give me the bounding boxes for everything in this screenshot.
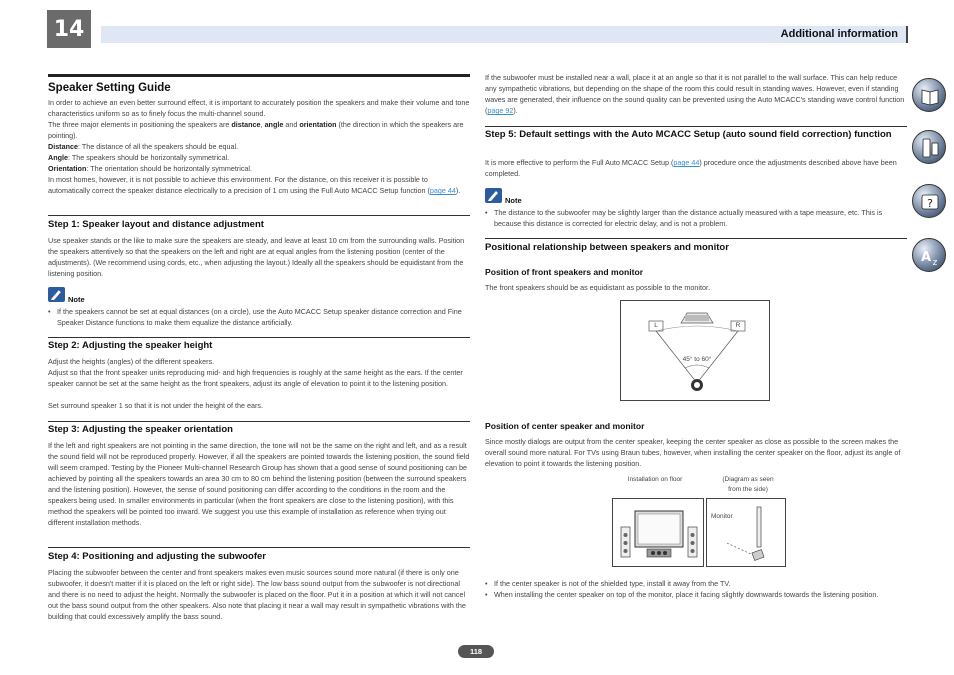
note-label: Note xyxy=(68,295,85,304)
positional-title: Positional relationship between speakers and monitor xyxy=(485,242,729,253)
step2-line1: Adjust the heights (angles) of the different speakers. xyxy=(48,357,215,366)
step5-rule xyxy=(485,126,907,127)
fig2-monitor-label: Monitor xyxy=(711,513,733,520)
svg-text:?: ? xyxy=(927,197,933,210)
step2-line2: Adjust so that the front speaker units reproducing mid- and high frequencies is roughly at the same height as the ears. If the center speaker cannot be set at the same height as the front speakers, adjust its angle of elevation to point it to the listening position. xyxy=(48,368,463,388)
floor-installation-figure xyxy=(612,498,704,567)
intro-paragraph: In order to achieve an even better surround effect, it is important to accurately position the speakers and make their volume and tone characteristics uniform so as to finely focus the multi-channel sound. xyxy=(48,98,470,118)
center-title: Position of center speaker and monitor xyxy=(485,421,645,431)
center-bullet-2: • When installing the center speaker on top of the monitor, place it facing slightly downwards towards the listening position. xyxy=(485,589,899,600)
note-icon-2 xyxy=(485,188,502,203)
subwoofer-wall-paragraph: If the subwoofer must be installed near a wall, place it at an angle so that it is not parallel to the wall surface. This can help reduce any sympathetic vibrations, but depending on the shape of the room this could result in standing waves. However, even if standing waves are generated, their influence on the sound quality can be prevented using the Auto MCACC's standing wave control function (page 92). xyxy=(485,73,905,115)
page-link-92[interactable]: page 92 xyxy=(487,106,514,115)
guide-title: Speaker Setting Guide xyxy=(48,82,171,94)
page-link-44b[interactable]: page 44 xyxy=(673,158,700,167)
fig1-angle-label: 45° to 60° xyxy=(682,356,712,363)
homes-paragraph: In most homes, however, it is not possible to achieve this environment. For the distance, on this receiver it is possible to automatically correct the speaker distance electrically to a precision of 1 cm using the Full Auto MCACC Setup function (page 44). xyxy=(48,175,461,195)
svg-text:A: A xyxy=(920,250,932,265)
page-number: 118 xyxy=(458,645,494,658)
note-label-2: Note xyxy=(505,196,522,205)
step4-title: Step 4: Positioning and adjusting the subwoofer xyxy=(48,551,266,562)
angle-line: Angle: The speakers should be horizontally symmetrical. xyxy=(48,153,230,162)
step5-paragraph: It is more effective to perform the Full Auto MCACC Setup (page 44) procedure once the adjustments described above have been completed. xyxy=(485,158,897,178)
note-icon xyxy=(48,287,65,302)
step3-paragraph: If the left and right speakers are not pointing in the same direction, the tone will not be the same on the right and left, and as a result the sound field will not be reproduced properly. However, if all the speakers are pointed towards the listening position, the sound field will seem cramped. Testing by the Pioneer Multi-channel Research Group has shown that a good sense of sound positioning can be achieved by pointing all the speakers towards an area 30 cm to 80 cm behind the listening position (between the surround speakers and the listening position). However, the sense of sound positioning can differ according to the conditions in the room and the speakers being used. In smaller environments in particular (when the front speakers are close to the listening position), with this method the speakers will be pointed too inward. We suggest you use this example of installation as reference when trying out different installation methods. xyxy=(48,441,470,527)
title-rule xyxy=(48,74,470,77)
chapter-badge xyxy=(47,10,91,48)
section-title: Additional information xyxy=(780,28,898,40)
fig2-side-label-2: from the side) xyxy=(728,486,768,493)
three-elements-paragraph: The three major elements in positioning the speakers are distance, angle and orientation (the direction in which the speakers are pointing). xyxy=(48,120,464,140)
side-nav-manual-icon[interactable] xyxy=(912,78,946,112)
header-bar xyxy=(101,26,908,43)
side-view-figure xyxy=(706,498,786,567)
orientation-line: Orientation: The orientation should be horizontally symmetrical. xyxy=(48,164,253,173)
fig1-left-label: L xyxy=(654,322,658,329)
front-speakers-figure xyxy=(620,300,770,401)
step3-rule xyxy=(48,421,470,422)
side-nav-glossary-icon[interactable] xyxy=(912,238,946,272)
fig1-right-label: R xyxy=(735,322,741,329)
step1-rule xyxy=(48,215,470,216)
step1-title: Step 1: Speaker layout and distance adjustment xyxy=(48,219,264,230)
front-paragraph: The front speakers should be as equidistant as possible to the monitor. xyxy=(485,283,710,292)
step2-title: Step 2: Adjusting the speaker height xyxy=(48,340,213,351)
fig2-floor-label: Installation on floor xyxy=(627,476,683,483)
center-bullet-1: • If the center speaker is not of the shielded type, install it away from the TV. xyxy=(485,578,899,589)
pos-rule xyxy=(485,238,907,239)
step3-title: Step 3: Adjusting the speaker orientation xyxy=(48,424,233,435)
floor-installation-diagram xyxy=(613,499,705,568)
step2-line3: Set surround speaker 1 so that it is not under the height of the ears. xyxy=(48,401,263,410)
chapter-number: 14 xyxy=(53,17,85,42)
fig2-side-label-1: (Diagram as seen xyxy=(722,476,774,483)
distance-line: Distance: The distance of all the speakers should be equal. xyxy=(48,142,239,151)
note1-bullet: • If the speakers cannot be set at equal distances (on a circle), use the Auto MCACC Setup speaker distance correction and Fine Speaker Distance functions to make them equalize the distance artificially. xyxy=(48,306,462,328)
note2-bullet: • The distance to the subwoofer may be slightly larger than the distance actually measured with a tape measure, etc. This is because this distance is corrected for electric delay, and is not a problem. xyxy=(485,207,899,229)
step5-title: Step 5: Default settings with the Auto MCACC Setup (auto sound field correction) function xyxy=(485,129,892,140)
page-link-44[interactable]: page 44 xyxy=(429,186,456,195)
center-paragraph: Since mostly dialogs are output from the center speaker, keeping the center speaker as close as possible to the screen makes the overall sound more natural. For TVs using Braun tubes, however, when installing the center speaker on the floor, adjust its angle of elevation to point it towards the listening position. xyxy=(485,437,901,468)
front-speakers-diagram xyxy=(621,301,771,402)
front-title: Position of front speakers and monitor xyxy=(485,267,644,277)
step4-paragraph: Placing the subwoofer between the center and front speakers makes even music sources sound more natural (if there is only one subwoofer, it doesn't matter if it is placed on the left or right side). The low bass sound output from the subwoofer is not directional and there is no need to adjust the height. Normally the subwoofer is placed on the floor. Put it in a position at which it will not cancel out the bass sound output from the other speakers. Also note that placing it near a wall may result in sympathetic vibrations with the building that could excessively amplify the bass sound. xyxy=(48,568,466,621)
step2-rule xyxy=(48,337,470,338)
step1-paragraph: Use speaker stands or the like to make sure the speakers are steady, and leave at least 10 cm from the surrounding walls. Position the speakers attentively so that the speakers on the left and right are at equal angles from the listening position (center of the adjustments). (We recommend using cords, etc., when adjusting the layout.) Ideally all the speakers should be equidistant from the listening position. xyxy=(48,236,465,278)
step4-rule xyxy=(48,547,470,548)
side-nav-help-icon[interactable] xyxy=(912,184,946,218)
side-nav-remote-icon[interactable] xyxy=(912,130,946,164)
svg-text:z: z xyxy=(932,258,938,268)
side-view-diagram xyxy=(707,499,787,568)
